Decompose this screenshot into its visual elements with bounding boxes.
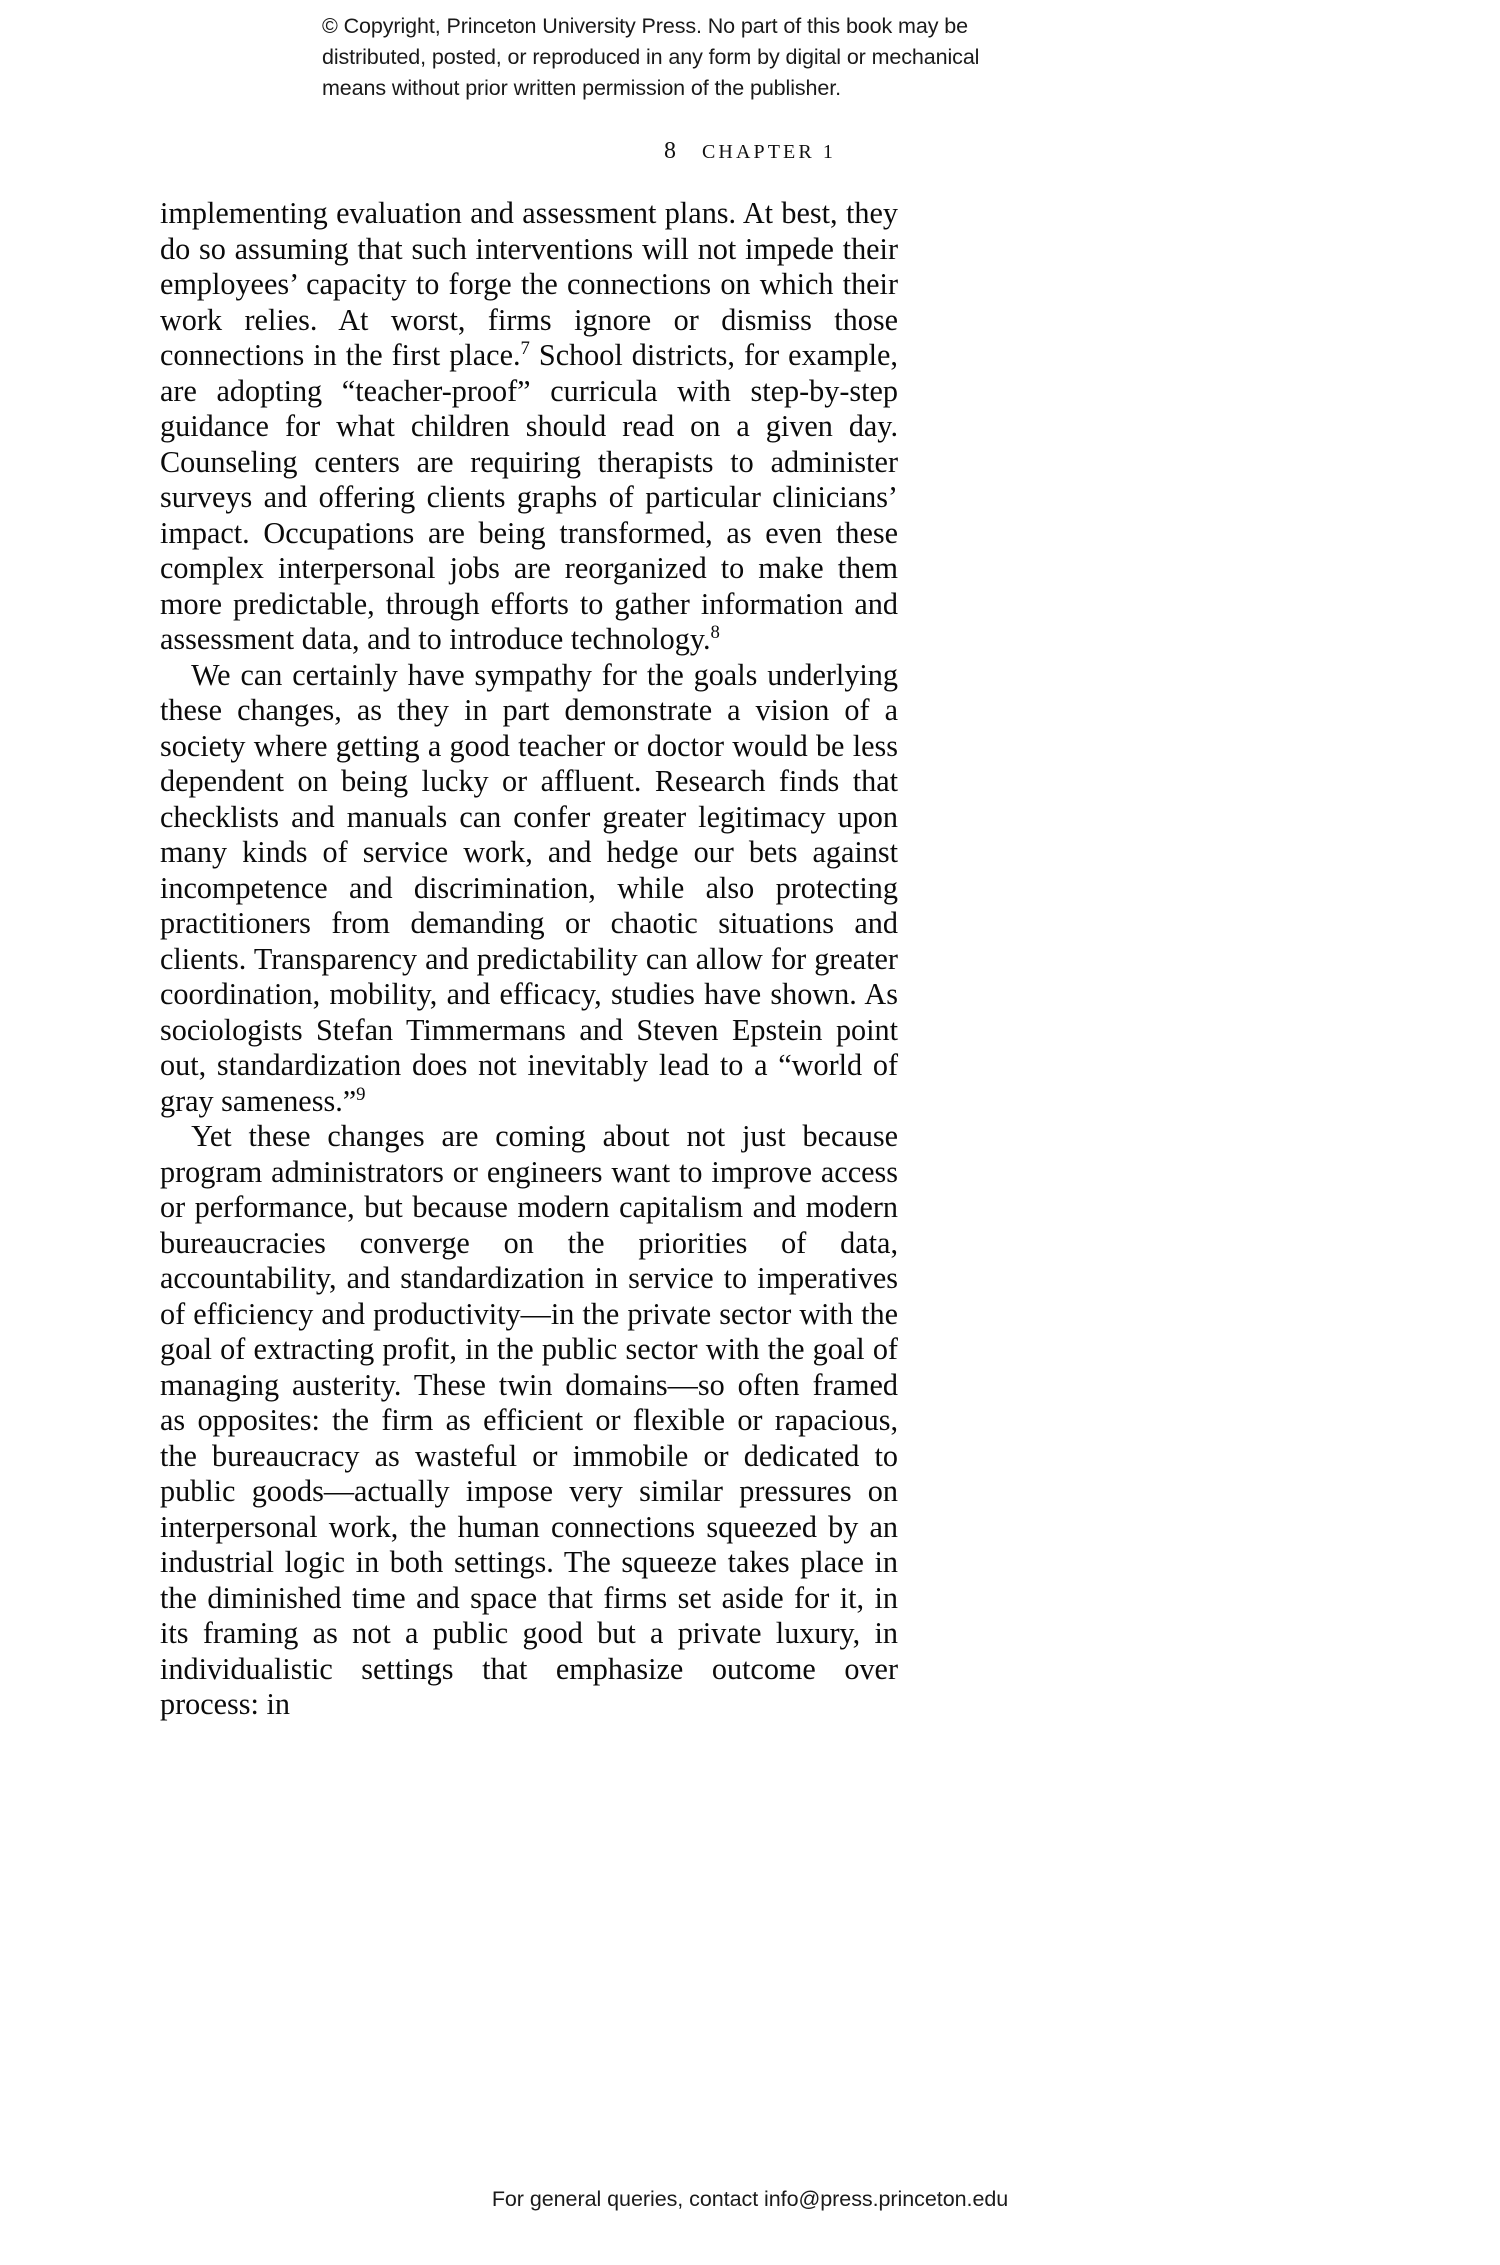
paragraph-1 xyxy=(160,196,898,658)
footnote-marker-8[interactable]: 8 xyxy=(710,622,720,644)
paragraph-3 xyxy=(160,1119,898,1723)
footer-text: For general queries, contact info@press.princeton.edu xyxy=(491,2187,1009,2211)
page-footer xyxy=(0,2187,1500,2212)
paragraph-2 xyxy=(160,658,898,1120)
copyright-notice-line-1: © Copyright, Princeton University Press. No part of this book may be xyxy=(322,14,968,38)
footnote-marker-7[interactable]: 7 xyxy=(520,338,530,360)
paragraph-1-text: implementing evaluation and assessment plans. At best, they do so assuming that such interventions will not impede their employees’ capacity to forge the connections on which their work relies. At worst, firms ignore or dismiss those connections in the first place. xyxy=(160,196,898,372)
paragraph-3-text: Yet these changes are coming about not just because program administrators or engineers want to improve access or performance, but because modern capitalism and modern bureaucracies converge on the priorities of data, accountability, and standardization in service to imperatives of efficiency and productivity—in the private sector with the goal of extracting profit, in the public sector with the goal of managing austerity. These twin domains—so often framed as opposites: the firm as efficient or flexible or rapacious, the bureaucracy as wasteful or immobile or dedicated to public goods—actually impose very similar pressures on interpersonal work, the human connections squeezed by an industrial logic in both settings. The squeeze takes place in the diminished time and space that firms set aside for it, in its framing as not a public good but a private luxury, in individualistic settings that emphasize outcome over process: in xyxy=(160,1119,898,1721)
page-number: 8 xyxy=(663,138,676,164)
running-head xyxy=(0,138,1500,165)
copyright-notice xyxy=(322,11,1182,104)
paragraph-1-continuation: School districts, for example, are adopting “teacher-proof” curricula with step-by-step guidance for what children should read on a given day. Counseling centers are requiring therapists to administer surveys and offering clients graphs of particular clinicians’ impact. Occupations are being transformed, as even these complex interpersonal jobs are reorganized to make them more predictable, through efforts to gather information and assessment data, and to introduce technology. xyxy=(160,338,898,656)
chapter-label: CHAPTER 1 xyxy=(701,141,837,163)
paragraph-2-text: We can certainly have sympathy for the goals underlying these changes, as they in part demonstrate a vision of a society where getting a good teacher or doctor would be less dependent on being lucky or affluent. Research finds that checklists and manuals can confer greater legitimacy upon many kinds of service work, and hedge our bets against incompetence and discrimination, while also protecting practitioners from demanding or chaotic situations and clients. Transparency and predictability can allow for greater coordination, mobility, and efficacy, studies have shown. As sociologists Stefan Timmermans and Steven Epstein point out, standardization does not inevitably lead to a “world of gray sameness.” xyxy=(160,657,898,1118)
copyright-notice-line-2: distributed, posted, or reproduced in any form by digital or mechanical xyxy=(322,45,980,69)
copyright-notice-line-3: means without prior written permission of the publisher. xyxy=(322,76,842,100)
footnote-marker-9[interactable]: 9 xyxy=(356,1083,366,1105)
body-text-column xyxy=(160,196,898,1723)
